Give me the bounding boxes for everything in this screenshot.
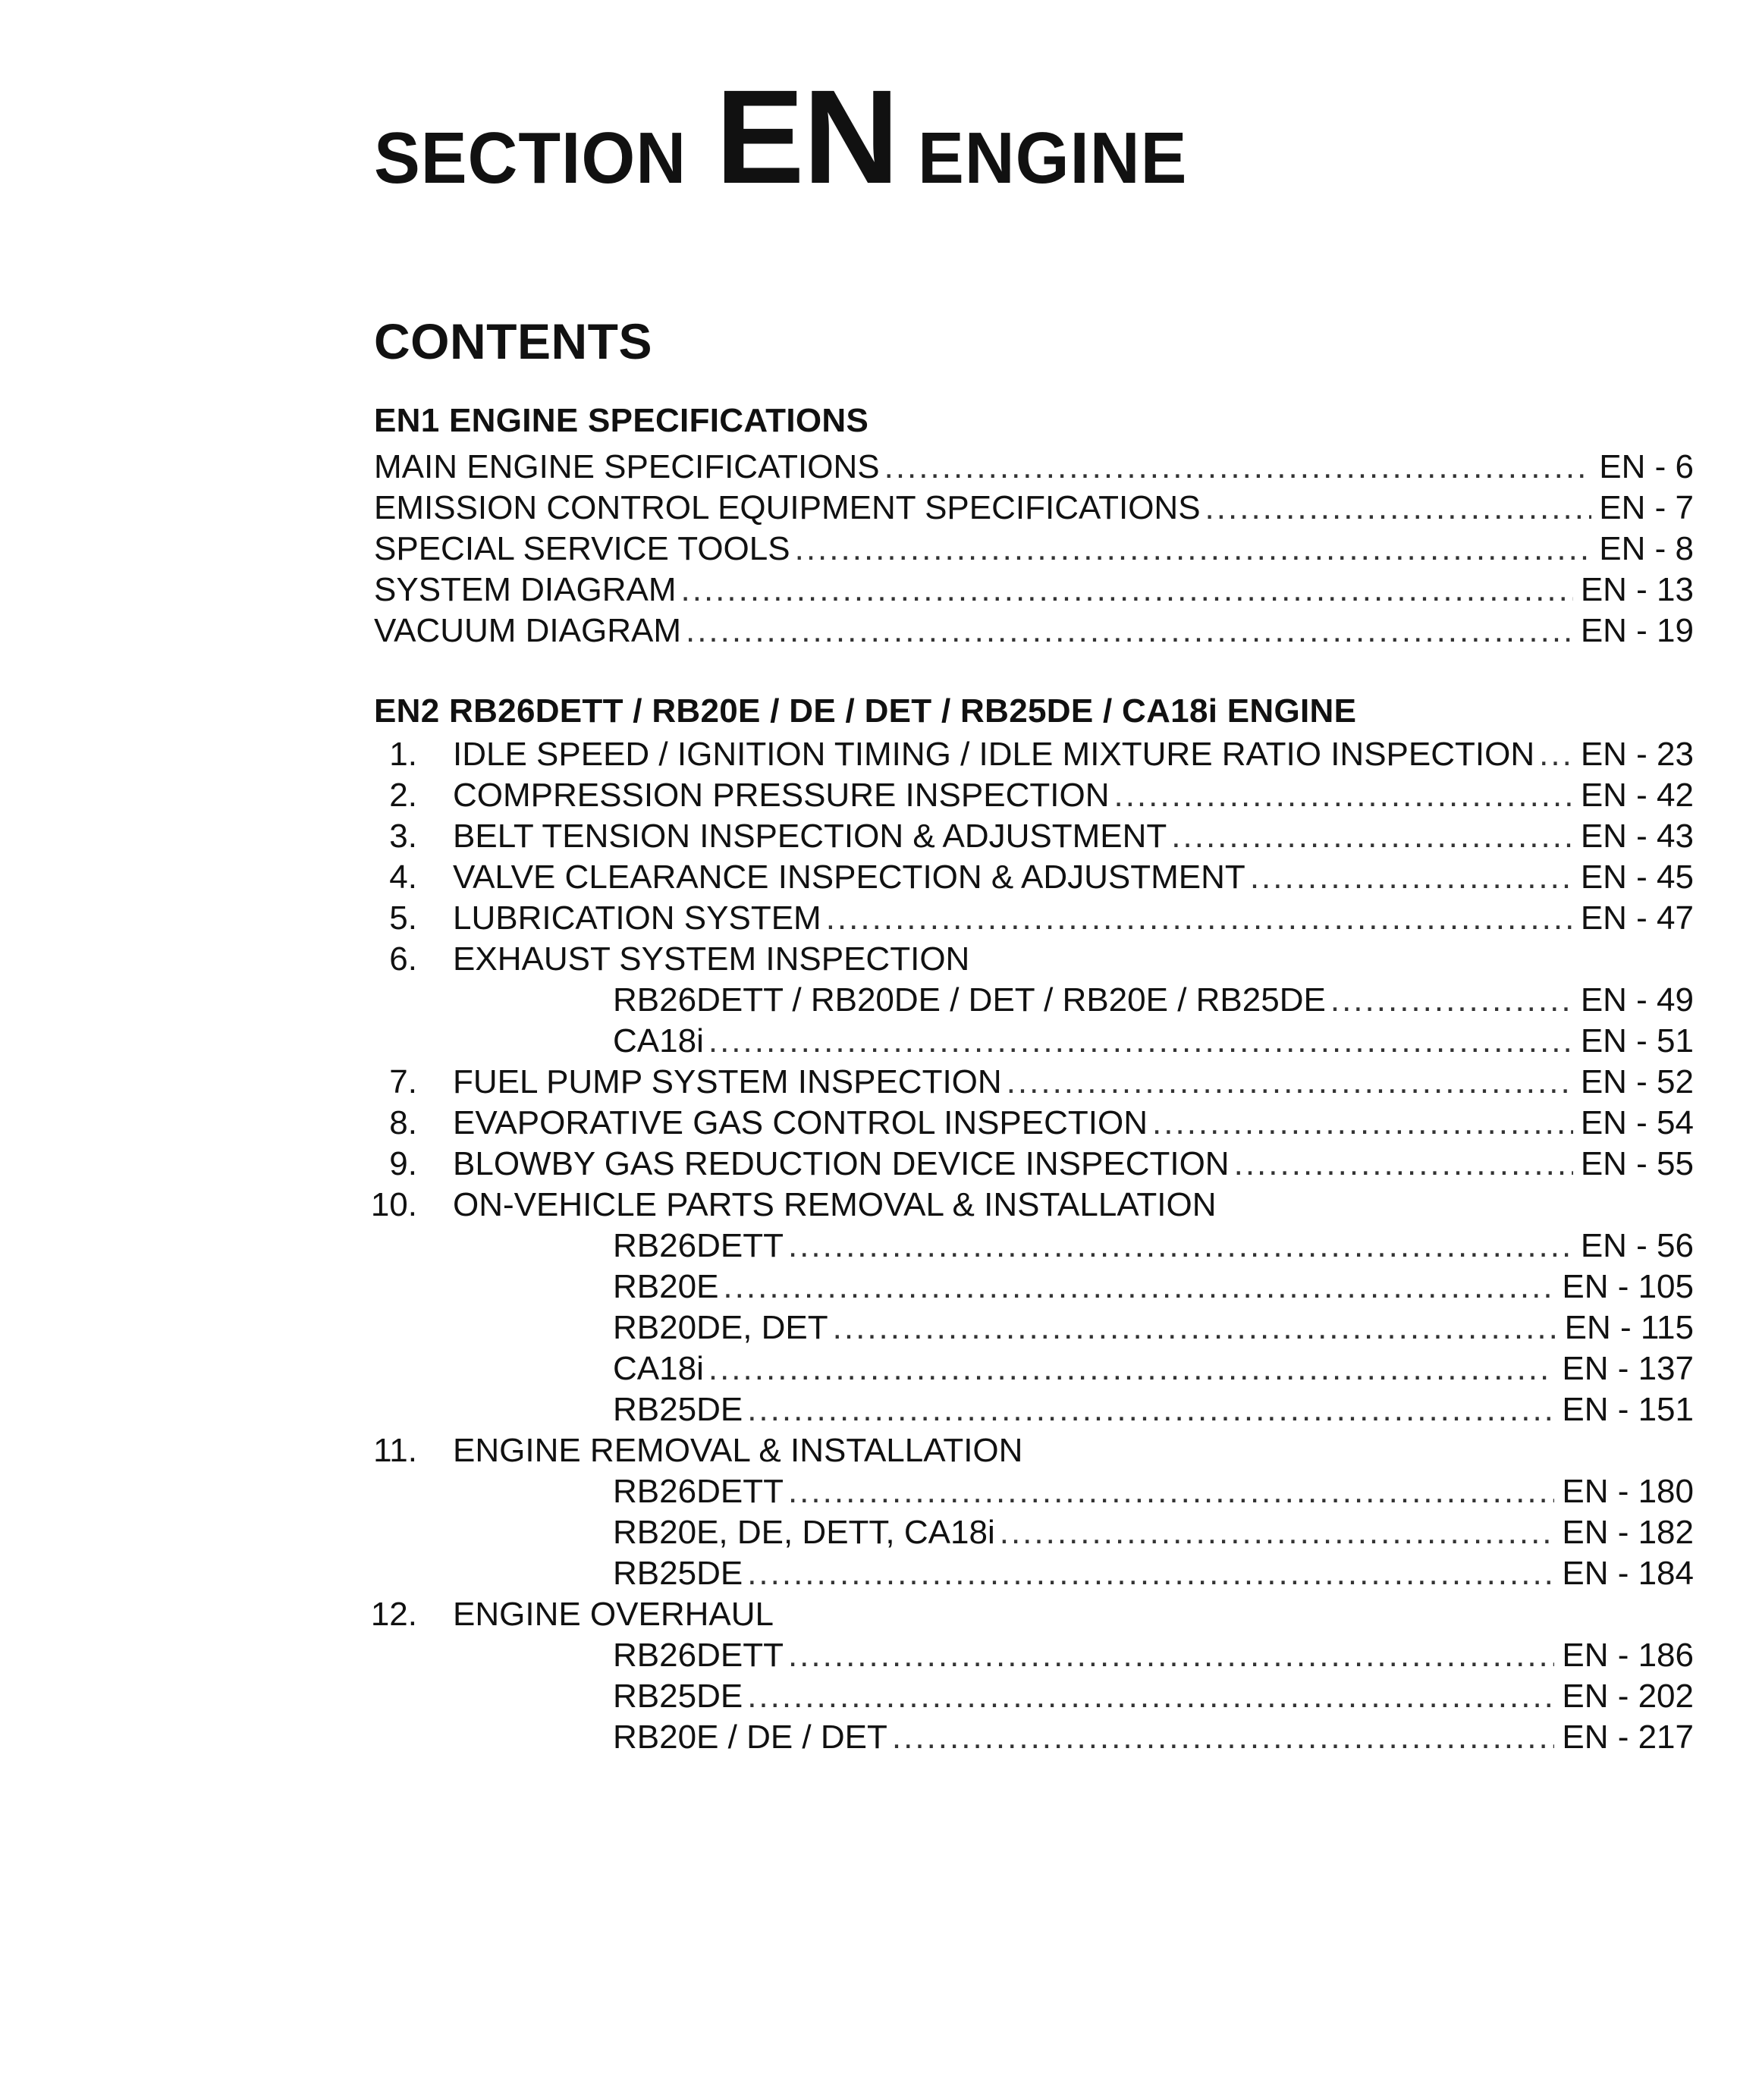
toc-entry[interactable] <box>0 980 1759 1021</box>
toc-entry-page: EN - 184 <box>1562 1555 1694 1592</box>
toc-entry-page: EN - 151 <box>1562 1391 1694 1428</box>
toc-entry-text: RB25DE <box>613 1555 743 1592</box>
toc-entry-page: EN - 186 <box>1562 1637 1694 1674</box>
section-header <box>374 61 1201 212</box>
toc-entry-text: CA18i <box>613 1022 704 1059</box>
toc-entry[interactable] <box>0 1553 1759 1594</box>
toc-entry-number: 12. <box>370 1596 417 1633</box>
leader-dots <box>1152 1103 1573 1144</box>
toc-entry[interactable] <box>0 1103 1759 1144</box>
toc-entry-page: EN - 202 <box>1562 1678 1694 1715</box>
toc-entry[interactable] <box>0 488 1759 529</box>
toc-entry-text: RB20E / DE / DET <box>613 1719 887 1756</box>
toc-entry-text: LUBRICATION SYSTEM <box>453 899 821 937</box>
toc-entry-text: RB26DETT / RB20DE / DET / RB20E / RB25DE <box>613 981 1326 1019</box>
toc-entry-text: EVAPORATIVE GAS CONTROL INSPECTION <box>453 1104 1148 1141</box>
toc-entry-page: EN - 43 <box>1580 818 1694 855</box>
toc-entry-number: 7. <box>389 1063 417 1100</box>
toc-entry-number: 5. <box>389 899 417 937</box>
toc-entry-text: VACUUM DIAGRAM <box>374 612 681 649</box>
leader-dots <box>747 1553 1554 1594</box>
toc-entry[interactable] <box>0 898 1759 939</box>
toc-entry-page: EN - 137 <box>1562 1350 1694 1387</box>
toc-entry-text: ENGINE REMOVAL & INSTALLATION <box>453 1432 1023 1469</box>
toc-entry-page: EN - 19 <box>1580 612 1694 649</box>
toc-entry-text: ON-VEHICLE PARTS REMOVAL & INSTALLATION <box>453 1186 1217 1223</box>
group-title-en2: EN2 RB26DETT / RB20E / DE / DET / RB25DE / CA18i ENGINE <box>374 692 1357 730</box>
toc-entry[interactable] <box>0 1717 1759 1758</box>
section-code: EN <box>715 63 898 212</box>
toc-entry-page: EN - 6 <box>1599 448 1694 485</box>
toc-entry-page: EN - 7 <box>1599 489 1694 526</box>
toc-entry-page: EN - 45 <box>1580 859 1694 896</box>
toc-entry-page: EN - 23 <box>1580 736 1694 773</box>
toc-entry[interactable] <box>0 1062 1759 1103</box>
toc-entry-text: VALVE CLEARANCE INSPECTION & ADJUSTMENT <box>453 859 1245 896</box>
toc-entry-text: RB25DE <box>613 1678 743 1715</box>
toc-entry-page: EN - 55 <box>1580 1145 1694 1182</box>
group-title-en1: EN1 ENGINE SPECIFICATIONS <box>374 402 869 439</box>
toc-entry-number: 8. <box>389 1104 417 1141</box>
toc-entry-page: EN - 47 <box>1580 899 1694 937</box>
toc-heading[interactable] <box>0 1430 1759 1471</box>
toc-entry[interactable] <box>0 1021 1759 1062</box>
toc-entry-page: EN - 13 <box>1580 571 1694 608</box>
toc-entry-page: EN - 52 <box>1580 1063 1694 1100</box>
toc-entry-text: BLOWBY GAS REDUCTION DEVICE INSPECTION <box>453 1145 1230 1182</box>
toc-entry-page: EN - 105 <box>1562 1268 1694 1305</box>
toc-entry-text: IDLE SPEED / IGNITION TIMING / IDLE MIXTURE RATIO INSPECTION <box>453 736 1535 773</box>
toc-heading[interactable] <box>0 1594 1759 1635</box>
toc-entry-text: RB26DETT <box>613 1227 784 1264</box>
toc-entry-text: ENGINE OVERHAUL <box>453 1596 774 1633</box>
toc-entry[interactable] <box>0 775 1759 816</box>
toc-entry-number: 4. <box>389 859 417 896</box>
toc-entry-number: 6. <box>389 940 417 978</box>
toc-heading[interactable] <box>0 1185 1759 1226</box>
toc-heading[interactable] <box>0 939 1759 980</box>
toc-entry-page: EN - 42 <box>1580 777 1694 814</box>
toc-entry-number: 11. <box>373 1432 417 1469</box>
toc-entry-page: EN - 217 <box>1562 1719 1694 1756</box>
leader-dots <box>826 898 1573 939</box>
leader-dots <box>1539 734 1573 775</box>
toc-entry-number: 3. <box>389 818 417 855</box>
toc-entry-text: RB20DE, DET <box>613 1309 828 1346</box>
toc-entry[interactable] <box>0 611 1759 651</box>
leader-dots <box>1330 980 1573 1021</box>
toc-entry[interactable] <box>0 734 1759 775</box>
leader-dots <box>723 1267 1554 1307</box>
toc-entry[interactable] <box>0 1307 1759 1348</box>
leader-dots <box>708 1348 1555 1389</box>
toc-entry-page: EN - 56 <box>1580 1227 1694 1264</box>
leader-dots <box>788 1471 1554 1512</box>
toc-entry-page: EN - 51 <box>1580 1022 1694 1059</box>
toc-entry-page: EN - 54 <box>1580 1104 1694 1141</box>
toc-entry[interactable] <box>0 1267 1759 1307</box>
toc-entry-text: EMISSION CONTROL EQUIPMENT SPECIFICATIONS <box>374 489 1201 526</box>
leader-dots <box>747 1389 1554 1430</box>
leader-dots <box>1000 1512 1555 1553</box>
toc-entry[interactable] <box>0 570 1759 611</box>
toc-entry-text: RB26DETT <box>613 1637 784 1674</box>
toc-entry-text: CA18i <box>613 1350 704 1387</box>
toc-entry[interactable] <box>0 1389 1759 1430</box>
toc-entry-number: 1. <box>389 736 417 773</box>
toc-entry-text: EXHAUST SYSTEM INSPECTION <box>453 940 970 978</box>
leader-dots <box>681 570 1573 611</box>
section-word: SECTION <box>374 118 687 199</box>
toc-entry-page: EN - 115 <box>1564 1309 1694 1346</box>
toc-entry-text: RB20E <box>613 1268 719 1305</box>
leader-dots <box>1114 775 1572 816</box>
toc-entry[interactable] <box>0 1226 1759 1267</box>
toc-entry-number: 2. <box>389 777 417 814</box>
leader-dots <box>833 1307 1557 1348</box>
toc-entry-page: EN - 180 <box>1562 1473 1694 1510</box>
toc-entry-page: EN - 182 <box>1562 1514 1694 1551</box>
section-name: ENGINE <box>918 118 1188 199</box>
leader-dots <box>1171 816 1573 857</box>
toc-entry[interactable] <box>0 1635 1759 1676</box>
leader-dots <box>884 447 1592 488</box>
leader-dots <box>1007 1062 1573 1103</box>
toc-entry-text: FUEL PUMP SYSTEM INSPECTION <box>453 1063 1002 1100</box>
toc-entry[interactable] <box>0 1348 1759 1389</box>
leader-dots <box>788 1226 1573 1267</box>
toc-entry-text: COMPRESSION PRESSURE INSPECTION <box>453 777 1110 814</box>
toc-entry-number: 10. <box>370 1186 417 1223</box>
toc-entry[interactable] <box>0 1144 1759 1185</box>
toc-entry[interactable] <box>0 857 1759 898</box>
toc-entry-text: BELT TENSION INSPECTION & ADJUSTMENT <box>453 818 1167 855</box>
contents-title: CONTENTS <box>374 313 652 369</box>
toc-entry-text: SYSTEM DIAGRAM <box>374 571 677 608</box>
leader-dots <box>892 1717 1554 1758</box>
toc-entry-text: RB25DE <box>613 1391 743 1428</box>
toc-entry-text: MAIN ENGINE SPECIFICATIONS <box>374 448 880 485</box>
toc-entry-page: EN - 49 <box>1580 981 1694 1019</box>
toc-entry[interactable] <box>0 816 1759 857</box>
toc-entry-number: 9. <box>389 1145 417 1182</box>
toc-entry-text: SPECIAL SERVICE TOOLS <box>374 530 790 567</box>
leader-dots <box>708 1021 1573 1062</box>
toc-entry-text: RB26DETT <box>613 1473 784 1510</box>
toc-entry[interactable] <box>0 529 1759 570</box>
leader-dots <box>686 611 1573 651</box>
leader-dots <box>1250 857 1573 898</box>
toc-entry-text: RB20E, DE, DETT, CA18i <box>613 1514 995 1551</box>
toc-entry[interactable] <box>0 447 1759 488</box>
leader-dots <box>747 1676 1554 1717</box>
leader-dots <box>1234 1144 1573 1185</box>
leader-dots <box>795 529 1592 570</box>
leader-dots <box>788 1635 1554 1676</box>
toc-entry[interactable] <box>0 1471 1759 1512</box>
toc-entry[interactable] <box>0 1512 1759 1553</box>
toc-entry[interactable] <box>0 1676 1759 1717</box>
toc-entry-page: EN - 8 <box>1599 530 1694 567</box>
leader-dots <box>1205 488 1592 529</box>
